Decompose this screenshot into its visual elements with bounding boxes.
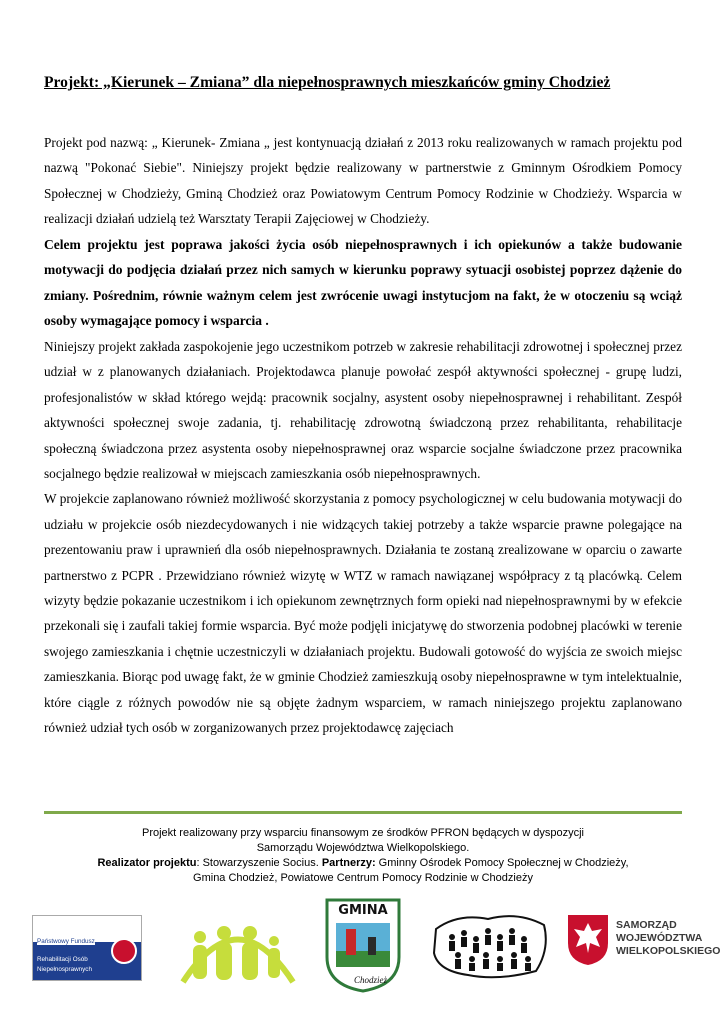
footer-divider [44,811,682,814]
pfron-logo [32,915,142,981]
people-map-icon [428,909,552,983]
family-figures-logo [178,907,298,987]
samorzad-line-2: WOJEWÓDZTWA [616,932,703,944]
paragraph-team: Niniejszy projekt zakłada zaspokojenie jego uczestnikom potrzeb w zakresie rehabilitacji zdrowotnej i społecznej przez udział w z planowanych działaniach. Projektodawca planuje powołać zespół aktywności społecznej - grupę ludzi, profesjonalistów w skład którego wejdą: pracownik socjalny, asystent osoby niepełnosprawnej i rehabilitant. Zespół aktywności społecznej swoje zadania, tj. rehabilitację zdrowotną świadczoną przez rehabilitanta, rehabilitacje społeczną świadczona przez asystenta osoby niepełnosprawnej oraz wsparcie socjalne świadczone przez pracownika socjalnego będzie realizował w miejscach zamieszkania osób niepełnosprawnych. [44,339,682,482]
pfron-line-2: Rehabilitacji Osób [37,956,88,963]
eagle-crest-icon [566,913,610,967]
samorzad-line-3: WIELKOPOLSKIEGO [616,945,721,957]
logo-strip [0,895,724,995]
gmina-city: Chodzież [354,975,388,985]
paragraph-intro: Projekt pod nazwą: „ Kierunek- Zmiana „ jest kontynuacją działań z 2013 roku realizowanych w ramach projektu pod nazwą "Pokonać Siebie". Niniejszy projekt będzie realizowany w partnerstwie z Gminnym Ośrodkiem Pomocy Społecznej w Chodzieży, Gminą Chodzież oraz Powiatowym Centrum Pomocy Rodzinie w Chodzieży. Wsparcia w realizacji działań udzielą też Warsztaty Terapii Zajęciowej w Chodzieży. [44,135,682,227]
family-figures-icon [178,907,298,987]
paragraph-goal: Celem projektu jest poprawa jakości życia osób niepełnosprawnych i ich opiekunów a także budowanie motywacji do podjęcia działań przez nich samych w kierunku poprawy sytuacji osobistej poprzez dążenie do zmiany. Pośrednim, równie ważnym celem jest zwrócenie uwagi instytucjom na fakt, że w otoczeniu są wciąż osoby wymagające pomocy i wsparcia . [44,236,682,329]
page-title: Projekt: „Kierunek – Zmiana” dla niepełnosprawnych mieszkańców gminy Chodzież [44,74,611,91]
samorzad-text [616,919,720,958]
samorzad-line-1: SAMORZĄD [616,919,677,931]
people-map-logo [428,909,552,983]
footer-line-4: Gmina Chodzież, Powiatowe Centrum Pomocy Rodzinie w Chodzieży [193,872,533,884]
realizator-label: Realizator projektu [97,857,197,869]
samorzad-logo [566,911,721,975]
pfron-circle-icon [111,938,137,964]
partners-label: Partnerzy: [321,857,376,869]
paragraph-support: W projekcie zaplanowano również możliwość skorzystania z pomocy psychologicznej w celu budowania motywacji do udziału w projekcie osób niezdecydowanych i nie widzących takiej potrzeby a także wsparcie prawne polegające na prezentowaniu praw i uprawnień dla osób niepełnosprawnych. Działania te zostaną zrealizowane w oparciu o zawarte partnerstwo z PCPR . Przewidziano również wizytę w WTZ w ramach nawiązanej współpracy z tą placówką. Celem wizyty będzie pokazanie uczestnikom i ich opiekunom zewnętrznych form opieki nad niepełnosprawnymi by w efekcie przekonali się i zaufali takiej formie wsparcia. Być może podjęli inicjatywę do stworzenia podobnej placówki w terenie swojego zamieszkania i chętnie uczestniczyli w działaniach projektu. Budowali gotowość do wyjścia ze swoich miejsc zamieszkania. Biorąc pod uwagę fakt, że w gminie Chodzież zamieszkują osoby niepełnosprawne w tym intelektualnie, które ciągle z różnych powodów nie są objęte żadnym wsparciem, w ramach niniejszego projektu zaplanowano również udział tych osób w zorganizowanych przez projektodawcę zajęciach [44,491,682,736]
footer [44,826,682,886]
footer-line-1: Projekt realizowany przy wsparciu finansowym ze środków PFRON będących w dyspozycji [142,827,584,839]
realizator-value: : Stowarzyszenie Socius. [196,857,319,869]
gmina-word: GMINA [338,903,388,918]
pfron-line-3: Niepełnosprawnych [37,966,92,973]
partners-value: Gminny Ośrodek Pomocy Społecznej w Chodzieży, [375,857,629,869]
gmina-crest-logo [324,897,402,993]
document-body [44,130,682,741]
pfron-line-1: Państwowy Fundusz [37,938,95,945]
footer-line-2: Samorządu Województwa Wielkopolskiego. [256,842,470,854]
footer-line-3 [44,856,682,871]
